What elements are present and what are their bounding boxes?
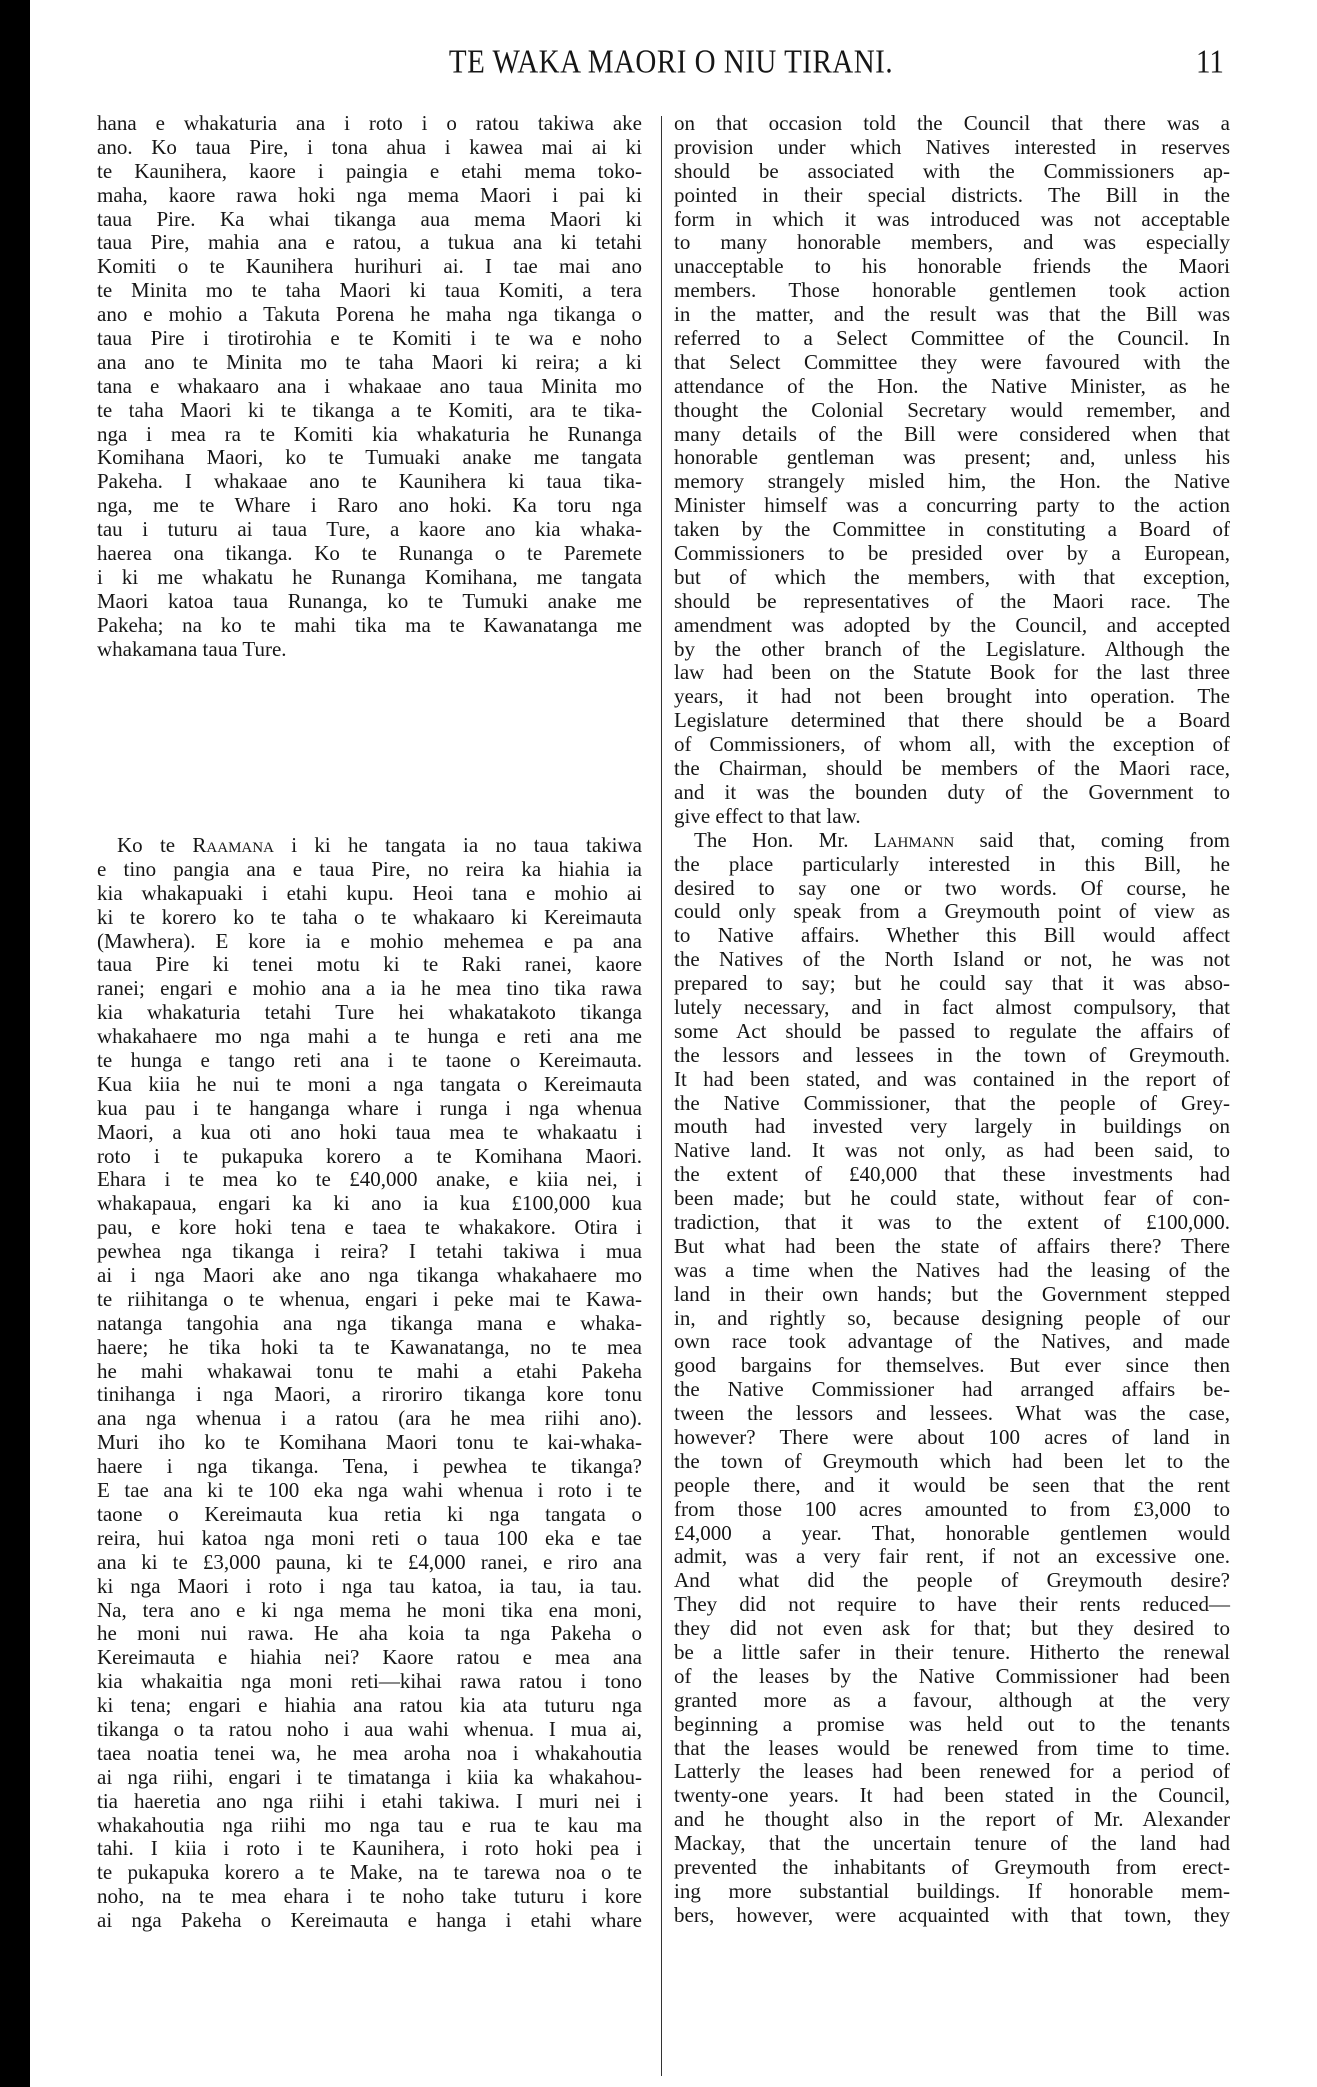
text-line: Pakeha. I whakaae ano te Kaunihera ki taua tika- — [97, 469, 642, 494]
scan-edge — [0, 0, 30, 2087]
text-line: ai nga riihi, engari i te timatanga i kiia ka whakahou- — [97, 1764, 642, 1789]
text-line: tahi. I kiia i roto i te Kaunihera, i roto hoki pea i — [97, 1836, 642, 1861]
text-line: whakapaua, engari ka ki ano ia kua £100,000 kua — [97, 1191, 642, 1216]
text-line: tween the lessors and lessees. What was the case, — [674, 1401, 1230, 1426]
text-line: many details of the Bill were considered when that — [674, 421, 1230, 446]
text-line: Maori katoa taua Runanga, ko te Tumuki anake me — [97, 588, 642, 613]
text-line: te hunga e tango reti ana i te taone o Kereimauta. — [97, 1048, 642, 1073]
text-line: form in which it was introduced was not acceptable — [674, 206, 1230, 231]
text-line: haere i nga tikanga. Tena, i pewhea te tikanga? — [97, 1454, 642, 1479]
text-line: haerea ona tikanga. Ko te Runanga o te Paremete — [97, 541, 642, 566]
text-line: could only speak from a Greymouth point of view as — [674, 899, 1230, 924]
text-line: ki tena; engari e hiahia ana ratou kia ata tuturu nga — [97, 1693, 642, 1718]
text-line: prevented the inhabitants of Greymouth from erect- — [674, 1855, 1230, 1880]
text-line: prepared to say; but he could say that it was abso- — [674, 971, 1230, 996]
text-line: kua pau i te hanganga whare i runga i nga whenua — [97, 1095, 642, 1120]
text-line: ki nga Maori i roto i nga tau katoa, ia tau, ia tau. — [97, 1573, 642, 1598]
column-divider — [661, 116, 662, 2076]
text-line: should be associated with the Commissioners ap- — [674, 158, 1230, 183]
text-line: taken by the Committee in constituting a Board of — [674, 517, 1230, 542]
left-column-paragraph-2 — [97, 834, 642, 1933]
text-line: te riihitanga o te whenua, engari i peke mai te Kawa- — [97, 1286, 642, 1311]
text-line: Kua kiia he nui te moni a nga tangata o Kereimauta — [97, 1071, 642, 1096]
page-number: 11 — [1196, 43, 1224, 81]
text-line: kia whakapuaki i etahi kupu. Heoi tana e mohio ai — [97, 880, 642, 905]
text-line: give effect to that law. — [674, 803, 861, 828]
text-line: twenty-one years. It had been stated in the Council, — [674, 1783, 1230, 1808]
text-line: tana e whakaaro ana i whakaae ano taua Minita mo — [97, 373, 642, 398]
text-line: to Native affairs. Whether this Bill would affect — [674, 923, 1230, 948]
text-line: reira, hui katoa nga moni reti o taua 100 eka e tae — [97, 1525, 642, 1550]
text-line: tia haeretia ano nga riihi i etahi takiwa. I muri nei i — [97, 1788, 642, 1813]
text-line: lutely necessary, and in fact almost compulsory, that — [674, 994, 1230, 1019]
text-line: taua Pire i tirotirohia e te Komiti i te wa e noho — [97, 326, 642, 351]
text-line: roto i te pukapuka korero a te Komihana Maori. — [97, 1143, 642, 1168]
text-line: e tino pangia ana e taua Pire, no reira ka hiahia ia — [97, 856, 642, 881]
text-line: Komihana Maori, ko te Tumuaki anake me tangata — [97, 445, 642, 470]
text-line: maha, kaore rawa hoki nga mema Maori i pai ki — [97, 182, 642, 207]
text-span: i ki he tangata ia no taua takiwa — [273, 833, 642, 857]
text-line: Commissioners to be presided over by a European, — [674, 541, 1230, 566]
text-line: Legislature determined that there should be a Board — [674, 708, 1230, 733]
text-line: Native land. It was not only, as had been said, to — [674, 1138, 1230, 1163]
text-line: of the leases by the Native Commissioner had been — [674, 1663, 1230, 1688]
text-line: been made; but he could state, without fear of con- — [674, 1186, 1230, 1211]
text-span: Ko te — [117, 833, 193, 857]
text-line: ki te korero ko te taha o te whakaaro ki Kereimauta — [97, 904, 642, 929]
text-line: Komiti o te Kaunihera hurihuri ai. I tae mai ano — [97, 254, 642, 279]
text-line: that Select Committee they were favoured with the — [674, 349, 1230, 374]
text-line: referred to a Select Committee of the Council. In — [674, 326, 1230, 351]
text-line: E tae ana ki te 100 eka nga wahi whenua i roto i te — [97, 1478, 642, 1503]
text-line: the Native Commissioner had arranged affairs be- — [674, 1377, 1230, 1402]
text-line: Maori, a kua oti ano hoki taua mea te whakaatu i — [97, 1119, 642, 1144]
text-line: noho, na te mea ehara i te noho take tuturu i kore — [97, 1884, 642, 1909]
text-line: land in their own hands; but the Government stepped — [674, 1281, 1230, 1306]
page-title: TE WAKA MAORI O NIU TIRANI. — [448, 43, 894, 81]
text-span: The Hon. Mr. — [694, 827, 874, 852]
text-line: taea noatia tenei wa, he mea aroha noa i whakahoutia — [97, 1740, 642, 1765]
text-line: ing more substantial buildings. If honorable mem- — [674, 1878, 1230, 1903]
text-line: they did not even ask for that; but they desired to — [674, 1616, 1230, 1641]
text-line: the Native Commissioner, that the people of Grey- — [674, 1090, 1230, 1115]
text-line: te Kaunihera, kaore i paingia e etahi mema toko- — [97, 158, 642, 183]
text-line: thought the Colonial Secretary would remember, and — [674, 397, 1230, 422]
text-line: nga, me te Whare i Raro ano hoki. Ka toru nga — [97, 493, 642, 518]
speaker-name: Raamana — [192, 833, 274, 857]
text-line: kia whakaturia tetahi Ture hei whakatakoto tikanga — [97, 1000, 642, 1025]
text-line: ano e mohio a Takuta Porena he maha nga tikanga o — [97, 302, 642, 327]
text-line: honorable gentleman was present; and, unless his — [674, 445, 1230, 470]
text-line: Minister himself was a concurring party to the action — [674, 493, 1230, 518]
text-line: and he thought also in the report of Mr. Alexander — [674, 1807, 1230, 1832]
text-line: in, and rightly so, because designing people of our — [674, 1305, 1230, 1330]
text-line: But what had been the state of affairs there? There — [674, 1233, 1230, 1258]
text-line: of Commissioners, of whom all, with the exception of — [674, 732, 1230, 757]
text-line: from those 100 acres amounted to from £3,000 to — [674, 1496, 1230, 1521]
text-line: on that occasion told the Council that there was a — [674, 111, 1230, 135]
text-line: amendment was adopted by the Council, and accepted — [674, 612, 1230, 637]
text-line: provision under which Natives interested in reserves — [674, 134, 1230, 159]
text-line: be a little safer in their tenure. Hitherto the renewal — [674, 1640, 1230, 1664]
text-line: pewhea nga tikanga i reira? I tetahi takiwa i mua — [97, 1239, 642, 1264]
text-line: i ki me whakatu he Runanga Komihana, me tangata — [97, 564, 642, 589]
text-line: ana ki te £3,000 pauna, ki te £4,000 ranei, e riro ana — [97, 1549, 642, 1574]
text-line: (Mawhera). E kore ia e mohio mehemea e pa ana — [97, 928, 642, 953]
text-line: pau, e kore hoki tena e taea te whakakore. Otira i — [97, 1215, 642, 1240]
text-line: taua Pire, mahia ana e ratou, a tukua ana ki tetahi — [97, 230, 642, 255]
text-line: memory strangely misled him, the Hon. the Native — [674, 469, 1230, 494]
text-line: unacceptable to his honorable friends the Maori — [674, 254, 1230, 279]
text-line: ai i nga Maori ake ano nga tikanga whakahaere mo — [97, 1263, 642, 1288]
text-line: taua Pire ki tenei motu ki te Raki ranei, kaore — [97, 952, 642, 977]
text-line: but of which the members, with that exception, — [674, 564, 1230, 589]
text-line: pointed in their special districts. The Bill in the — [674, 182, 1230, 207]
text-line: whakahoutia nga riihi mo nga tau e rua te kau ma — [97, 1812, 642, 1837]
text-line: law had been on the Statute Book for the last three — [674, 660, 1230, 685]
text-line: ranei; engari e mohio ana a ia he mea tino tika rawa — [97, 976, 642, 1001]
text-line: natanga tangohia ana nga tikanga mana e whaka- — [97, 1310, 642, 1335]
text-line: haere; he tika hoki ta te Kawanatanga, no te mea — [97, 1334, 642, 1359]
text-line: te taha Maori ki te tikanga a te Komiti, ara te tika- — [97, 397, 642, 422]
text-line: years, it had not been brought into operation. The — [674, 684, 1230, 709]
text-line: was a time when the Natives had the leasing of the — [674, 1257, 1230, 1282]
text-line: that the leases would be renewed from time to time. — [674, 1735, 1230, 1760]
text-line: desired to say one or two words. Of course, he — [674, 875, 1230, 900]
text-line: Ehara i te mea ko te £40,000 anake, e kiia nei, i — [97, 1167, 642, 1192]
text-line — [97, 834, 642, 858]
text-line: he moni nui rawa. He aha koia ta nga Pakeha o — [97, 1621, 642, 1646]
text-line: ana nga whenua i a ratou (ara he mea riihi ano). — [97, 1406, 642, 1431]
text-line: the Natives of the North Island or not, he was not — [674, 947, 1230, 972]
text-line: Kereimauta e hiahia nei? Kaore ratou e mea ana — [97, 1645, 642, 1670]
text-line: tradiction, that it was to the extent of £100,000. — [674, 1209, 1230, 1234]
text-line: mouth had invested very largely in buildings on — [674, 1114, 1230, 1139]
text-line: he mahi whakawai tonu te mahi a etahi Pakeha — [97, 1358, 642, 1383]
text-line: ai nga Pakeha o Kereimauta e hanga i etahi whare — [97, 1908, 642, 1933]
text-line: Muri iho ko te Komihana Maori tonu te kai-whaka- — [97, 1430, 642, 1455]
text-line: Na, tera ano e ki nga mema he moni tika ena moni, — [97, 1597, 642, 1622]
text-line: te Minita mo te taha Maori ki taua Komiti, a tera — [97, 278, 642, 303]
text-line: and it was the bounden duty of the Government to — [674, 779, 1230, 804]
text-line: to many honorable members, and was especially — [674, 230, 1230, 255]
text-line: te pukapuka korero a te Make, na te tarewa noa o te — [97, 1860, 642, 1885]
text-line: the place particularly interested in this Bill, he — [674, 851, 1230, 876]
text-line: tau i tuturu ai taua Ture, a kaore ano kia whaka- — [97, 517, 642, 542]
text-line: ano. Ko taua Pire, i tona ahua i kawea mai ai ki — [97, 134, 642, 159]
text-line — [674, 829, 1230, 853]
text-line: taua Pire. Ka whai tikanga aua mema Maori ki — [97, 206, 642, 231]
text-line: granted more as a favour, although at the very — [674, 1687, 1230, 1712]
text-line: in the matter, and the result was that the Bill was — [674, 302, 1230, 327]
text-line: admit, was a very fair rent, if not an excessive one. — [674, 1544, 1230, 1569]
text-line: good bargains for themselves. But ever since then — [674, 1353, 1230, 1378]
text-line: tinihanga i nga Maori, a riroriro tikanga kore tonu — [97, 1382, 642, 1407]
text-line: the town of Greymouth which had been let to the — [674, 1448, 1230, 1473]
text-line: Mackay, that the uncertain tenure of the land had — [674, 1831, 1230, 1856]
text-span: said that, coming from — [954, 827, 1230, 852]
text-line: by the other branch of the Legislature. Although the — [674, 636, 1230, 661]
text-line: should be representatives of the Maori race. The — [674, 588, 1230, 613]
text-line: taone o Kereimauta kua retia ki nga tangata o — [97, 1501, 642, 1526]
text-line: bers, however, were acquainted with that town, they — [674, 1902, 1230, 1927]
text-line: members. Those honorable gentlemen took action — [674, 278, 1230, 303]
text-line: £4,000 a year. That, honorable gentlemen would — [674, 1520, 1230, 1545]
text-line: whakahaere mo nga mahi a te hunga e reti ana me — [97, 1024, 642, 1049]
text-line: And what did the people of Greymouth desire? — [674, 1568, 1230, 1593]
text-line: the Chairman, should be members of the Maori race, — [674, 756, 1230, 781]
text-line: tikanga o ta ratou noho i aua wahi whenua. I mua ai, — [97, 1716, 642, 1741]
text-line: ana ano te Minita mo te taha Maori ki reira; a ki — [97, 349, 642, 374]
text-line: hana e whakaturia ana i roto i o ratou takiwa ake — [97, 111, 642, 135]
text-line: the lessors and lessees in the town of Greymouth. — [674, 1042, 1230, 1067]
text-line: the extent of £40,000 that these investments had — [674, 1162, 1230, 1187]
text-line: whakamana taua Ture. — [97, 636, 287, 661]
text-line: Pakeha; na ko te mahi tika ma te Kawanatanga me — [97, 612, 642, 637]
text-line: some Act should be passed to regulate the affairs of — [674, 1018, 1230, 1043]
text-line: kia whakaitia nga moni reti—kihai rawa ratou i tono — [97, 1669, 642, 1694]
text-line: They did not require to have their rents reduced— — [674, 1592, 1230, 1617]
text-line: It had been stated, and was contained in the report of — [674, 1066, 1230, 1091]
text-line: attendance of the Hon. the Native Minister, as he — [674, 373, 1230, 398]
text-line: beginning a promise was held out to the tenants — [674, 1711, 1230, 1736]
text-line: nga i mea ra te Komiti kia whakaturia he Runanga — [97, 421, 642, 446]
right-column — [674, 112, 1230, 1928]
text-line: however? There were about 100 acres of land in — [674, 1424, 1230, 1449]
text-line: people there, and it would be seen that the rent — [674, 1472, 1230, 1497]
left-column-paragraph-1 — [97, 112, 642, 661]
text-line: Latterly the leases had been renewed for a period of — [674, 1759, 1230, 1784]
speaker-name: Lahmann — [873, 827, 955, 852]
text-line: own race took advantage of the Natives, and made — [674, 1329, 1230, 1354]
